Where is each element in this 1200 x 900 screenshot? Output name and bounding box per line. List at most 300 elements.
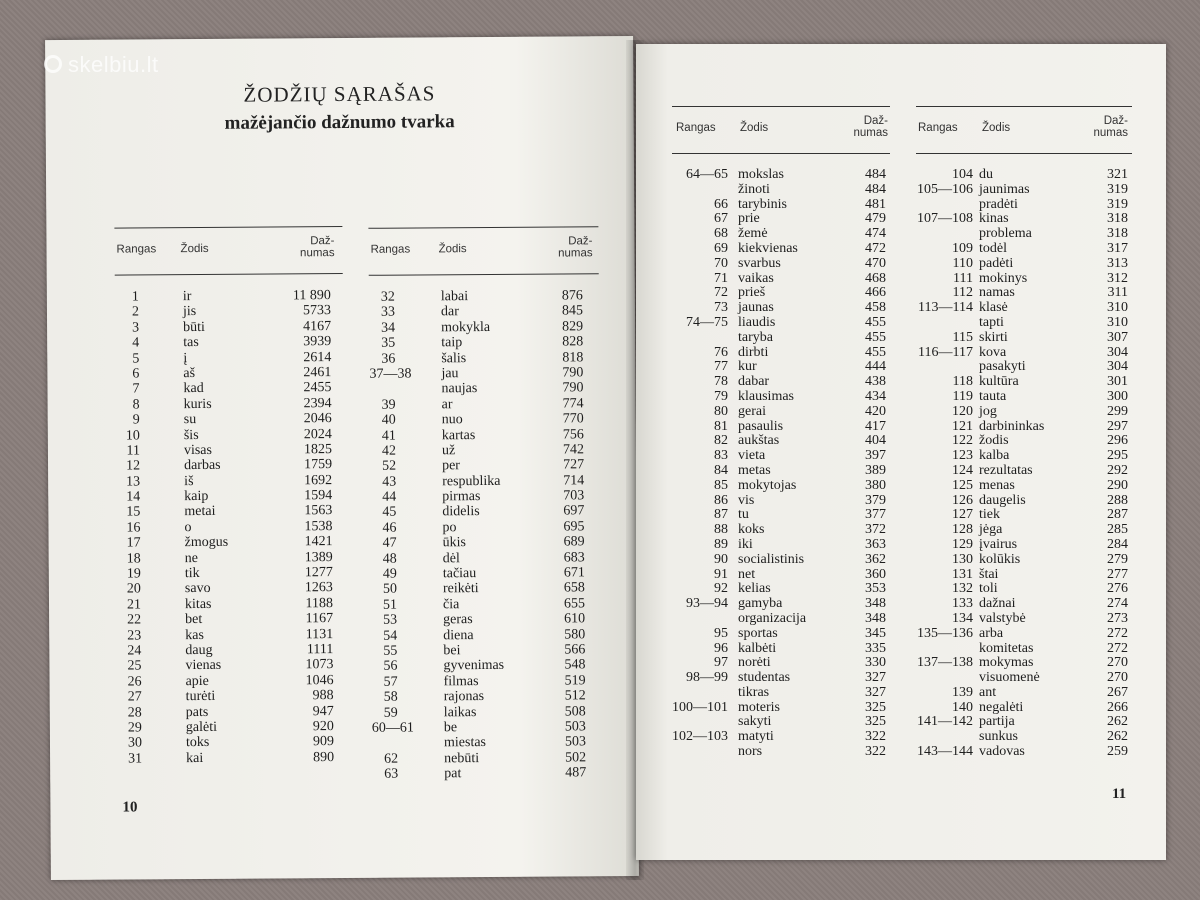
word-cell: mokytojas <box>738 477 797 493</box>
frequency-cell: 270 <box>1107 670 1128 686</box>
table-row <box>672 582 890 597</box>
rank-cell: 19 <box>126 566 141 582</box>
word-cell: savo <box>184 581 211 597</box>
word-table-column <box>368 226 602 782</box>
frequency-cell: 389 <box>865 462 886 478</box>
rank-cell: 100—101 <box>672 699 728 715</box>
word-cell: du <box>979 167 993 182</box>
table-row <box>372 765 602 782</box>
word-cell: vieta <box>738 448 766 464</box>
rank-cell: 86 <box>714 492 728 508</box>
word-cell: miestas <box>443 735 487 751</box>
frequency-cell: 1825 <box>303 441 332 458</box>
frequency-cell: 327 <box>865 684 886 700</box>
table-header <box>368 227 598 275</box>
table-row <box>370 442 600 459</box>
word-cell: padėti <box>979 255 1014 271</box>
rank-cell: 134 <box>952 610 973 626</box>
table-row <box>916 701 1132 716</box>
table-row <box>117 550 345 567</box>
frequency-cell: 287 <box>1107 507 1128 523</box>
frequency-cell: 1046 <box>305 672 334 689</box>
table-row <box>916 346 1132 361</box>
rank-cell: 16 <box>126 520 141 536</box>
word-cell: ir <box>182 289 192 305</box>
table-row <box>369 304 599 321</box>
table-row <box>115 334 343 351</box>
word-cell: nuo <box>441 412 463 428</box>
rank-cell: 36 <box>381 351 396 367</box>
frequency-cell: 266 <box>1107 699 1128 715</box>
rank-cell: 82 <box>714 433 728 449</box>
frequency-cell: 503 <box>564 719 586 735</box>
table-row <box>370 488 600 505</box>
word-cell: kur <box>738 359 757 375</box>
rank-cell: 102—103 <box>672 729 728 745</box>
table-row <box>371 565 601 582</box>
frequency-cell: 1167 <box>305 611 334 627</box>
word-cell: iš <box>184 473 194 489</box>
rank-cell: 137—138 <box>917 655 973 671</box>
rank-cell: 50 <box>382 582 397 598</box>
rank-cell: 81 <box>714 418 728 434</box>
table-row <box>118 673 346 690</box>
table-rule-bottom <box>916 153 1132 154</box>
table-row <box>117 657 345 674</box>
table-row <box>672 627 890 642</box>
rank-cell: 111 <box>953 270 973 286</box>
table-row <box>372 735 602 752</box>
rank-cell: 44 <box>382 489 397 505</box>
rank-cell: 8 <box>132 397 140 413</box>
rank-cell: 78 <box>714 374 728 390</box>
table-row <box>370 411 600 428</box>
word-cell: daugelis <box>979 492 1026 508</box>
frequency-cell: 610 <box>564 611 586 627</box>
header-word: Žodis <box>180 242 209 256</box>
frequency-cell: 319 <box>1107 181 1128 197</box>
rank-cell: 123 <box>952 448 973 464</box>
frequency-cell: 466 <box>865 285 886 301</box>
word-cell: rajonas <box>443 689 485 705</box>
word-cell: menas <box>979 477 1015 493</box>
table-row <box>117 580 345 597</box>
rank-cell: 23 <box>127 627 142 644</box>
frequency-cell: 317 <box>1107 240 1128 256</box>
rank-cell: 24 <box>127 643 142 659</box>
word-cell: aš <box>183 365 196 382</box>
word-cell: būti <box>183 319 205 335</box>
rank-cell: 21 <box>126 597 142 613</box>
word-cell: kelias <box>738 581 771 597</box>
word-cell: klasė <box>979 300 1008 316</box>
rank-cell: 96 <box>714 640 728 656</box>
table-row <box>118 750 346 767</box>
rank-cell: 3 <box>132 320 140 336</box>
word-cell: net <box>738 566 756 582</box>
rank-cell: 49 <box>382 566 397 582</box>
frequency-cell: 580 <box>564 626 586 643</box>
frequency-cell: 307 <box>1107 329 1128 345</box>
table-row <box>672 360 890 375</box>
frequency-cell: 417 <box>865 418 886 434</box>
word-cell: žmogus <box>184 535 229 551</box>
word-cell: taip <box>441 335 463 351</box>
table-row <box>916 656 1132 671</box>
rank-cell: 9 <box>132 412 140 428</box>
rank-cell: 40 <box>381 412 396 428</box>
table-row <box>371 581 601 598</box>
rank-cell: 72 <box>714 285 728 301</box>
word-cell: po <box>442 520 457 536</box>
word-cell: metas <box>738 462 771 478</box>
frequency-cell: 272 <box>1107 625 1128 641</box>
table-row <box>117 642 345 659</box>
table-row <box>371 611 601 628</box>
rank-cell: 76 <box>714 344 728 360</box>
rank-cell: 113—114 <box>918 300 973 316</box>
table-row <box>916 375 1132 390</box>
word-cell: tas <box>183 335 199 351</box>
word-cell: dėl <box>442 550 460 566</box>
frequency-cell: 267 <box>1107 684 1128 700</box>
frequency-cell: 322 <box>865 729 886 745</box>
frequency-cell: 348 <box>865 610 886 626</box>
rank-cell: 11 <box>126 443 140 459</box>
table-row <box>672 538 890 553</box>
word-cell: tačiau <box>442 566 477 582</box>
frequency-cell: 508 <box>564 703 586 719</box>
table-row <box>116 519 344 536</box>
word-cell: filmas <box>443 673 479 690</box>
word-cell: kas <box>185 627 204 643</box>
table-row <box>672 183 890 198</box>
word-cell: tik <box>184 566 200 582</box>
frequency-cell: 273 <box>1107 610 1128 626</box>
word-cell: darbas <box>183 458 221 474</box>
frequency-cell: 335 <box>865 640 886 656</box>
word-cell: ūkis <box>442 535 466 551</box>
rank-cell: 52 <box>382 458 397 475</box>
word-cell: už <box>441 443 456 459</box>
table-row <box>116 457 344 474</box>
header-frequency <box>300 235 335 259</box>
frequency-cell: 472 <box>865 240 886 256</box>
table-row <box>916 434 1132 449</box>
rank-cell: 127 <box>952 507 973 523</box>
frequency-cell: 304 <box>1107 344 1128 360</box>
rank-cell: 67 <box>714 211 728 227</box>
frequency-cell: 714 <box>563 472 585 489</box>
word-table-column <box>114 226 346 767</box>
frequency-cell: 742 <box>562 442 585 458</box>
frequency-cell: 380 <box>865 477 886 493</box>
frequency-cell: 288 <box>1107 492 1128 508</box>
frequency-cell: 790 <box>562 365 584 381</box>
frequency-cell: 325 <box>865 714 886 730</box>
frequency-cell: 1131 <box>305 626 334 642</box>
frequency-cell: 548 <box>564 657 586 673</box>
rank-cell: 119 <box>952 388 973 404</box>
table-row <box>916 568 1132 583</box>
rank-cell: 126 <box>952 492 973 508</box>
table-row <box>369 365 599 382</box>
word-cell: vis <box>738 492 755 508</box>
word-cell: geras <box>443 612 473 628</box>
word-cell: taryba <box>738 329 773 345</box>
table-row <box>672 346 890 361</box>
table-row <box>369 381 599 398</box>
rank-cell: 80 <box>714 403 728 419</box>
page-subtitle: mažėjančio dažnumo tvarka <box>224 111 455 134</box>
frequency-cell: 296 <box>1107 433 1128 449</box>
header-frequency <box>1093 115 1128 139</box>
rank-cell: 25 <box>127 658 142 674</box>
table-body <box>916 168 1132 760</box>
frequency-cell: 519 <box>564 673 586 689</box>
table-row <box>672 375 890 390</box>
rank-cell: 90 <box>714 551 728 567</box>
table-row <box>916 227 1132 242</box>
frequency-cell: 319 <box>1107 196 1128 212</box>
rank-cell: 122 <box>952 433 973 449</box>
table-row <box>116 442 344 459</box>
word-cell: visuomenė <box>979 670 1040 686</box>
frequency-cell: 1073 <box>305 657 334 673</box>
frequency-cell: 285 <box>1107 522 1128 538</box>
word-cell: kitas <box>184 596 212 612</box>
frequency-cell: 774 <box>562 396 584 412</box>
word-cell: daug <box>185 642 213 659</box>
rank-cell: 47 <box>382 535 397 551</box>
table-row <box>916 597 1132 612</box>
frequency-cell: 484 <box>865 181 886 197</box>
frequency-cell: 845 <box>561 303 584 319</box>
word-cell: kai <box>186 750 204 766</box>
table-row <box>672 730 890 745</box>
frequency-cell: 363 <box>865 536 886 552</box>
table-header <box>916 107 1132 153</box>
table-row <box>672 316 890 331</box>
table-row <box>370 457 600 474</box>
rank-cell: 46 <box>382 520 397 536</box>
frequency-cell: 292 <box>1107 462 1128 478</box>
frequency-cell: 1692 <box>304 472 333 488</box>
frequency-cell: 318 <box>1107 226 1128 242</box>
table-row <box>916 582 1132 597</box>
rank-cell: 135—136 <box>917 625 973 641</box>
table-row <box>672 597 890 612</box>
frequency-cell: 277 <box>1107 566 1128 582</box>
frequency-cell: 2614 <box>303 349 332 365</box>
word-cell: laikas <box>443 704 477 720</box>
frequency-cell: 397 <box>865 448 886 464</box>
word-cell: toks <box>185 735 210 751</box>
table-row <box>369 319 599 336</box>
word-cell: tauta <box>979 388 1007 404</box>
header-rank: Rangas <box>676 122 716 134</box>
rank-cell: 60—61 <box>371 720 414 736</box>
frequency-cell: 468 <box>865 270 886 286</box>
header-word: Žodis <box>438 243 467 256</box>
table-row <box>672 286 890 301</box>
word-cell: darbininkas <box>979 418 1045 434</box>
table-row <box>115 350 343 367</box>
table-body <box>369 288 602 782</box>
table-row <box>117 627 345 644</box>
rank-cell: 105—106 <box>917 181 973 197</box>
table-row <box>115 380 343 397</box>
rank-cell: 13 <box>126 474 141 490</box>
frequency-cell: 348 <box>865 596 886 612</box>
table-row <box>116 503 344 520</box>
frequency-cell: 658 <box>563 580 585 596</box>
frequency-cell: 909 <box>312 734 335 750</box>
word-cell: kultūra <box>979 374 1019 390</box>
table-row <box>916 242 1132 257</box>
word-cell: tapti <box>979 314 1004 330</box>
frequency-cell: 325 <box>865 699 886 715</box>
word-cell: bet <box>185 612 203 628</box>
table-row <box>372 688 602 705</box>
rank-cell: 20 <box>126 581 141 597</box>
word-cell: didelis <box>442 504 480 520</box>
frequency-cell: 311 <box>1107 285 1128 301</box>
frequency-cell: 697 <box>563 503 585 519</box>
header-rank: Rangas <box>116 243 157 256</box>
table-header <box>114 227 342 275</box>
frequency-cell: 312 <box>1107 270 1128 286</box>
rank-cell: 18 <box>126 551 141 567</box>
rank-cell: 70 <box>714 255 728 271</box>
rank-cell: 143—144 <box>917 744 973 760</box>
word-cell: ant <box>979 684 997 700</box>
table-row <box>672 479 890 494</box>
table-row <box>371 596 601 613</box>
word-cell: žemė <box>738 226 768 242</box>
rank-cell: 45 <box>382 505 397 521</box>
frequency-cell: 1111 <box>306 642 334 658</box>
header-frequency-line2: numas <box>853 127 888 139</box>
rank-cell: 32 <box>380 289 395 305</box>
word-cell: dar <box>440 304 459 320</box>
word-cell: gerai <box>738 403 766 419</box>
table-body <box>115 288 346 767</box>
rank-cell: 139 <box>952 684 973 700</box>
word-cell: jėga <box>979 522 1003 538</box>
rank-cell: 95 <box>714 625 728 641</box>
word-cell: kuris <box>183 396 212 412</box>
rank-cell: 98—99 <box>686 670 728 686</box>
rank-cell: 26 <box>127 674 142 690</box>
rank-cell: 17 <box>126 535 141 551</box>
word-cell: ar <box>441 396 453 413</box>
table-row <box>916 464 1132 479</box>
table-row <box>116 411 344 428</box>
rank-cell: 66 <box>714 196 728 212</box>
frequency-cell: 304 <box>1107 359 1128 375</box>
table-row <box>916 627 1132 642</box>
rank-cell: 2 <box>131 304 140 320</box>
frequency-cell: 270 <box>1107 655 1128 671</box>
header-frequency <box>558 235 593 259</box>
table-row <box>916 642 1132 657</box>
frequency-cell: 1188 <box>305 595 334 612</box>
frequency-cell: 1263 <box>304 580 333 596</box>
rank-cell: 31 <box>128 751 143 767</box>
header-frequency-line1: Daž- <box>863 115 888 127</box>
table-row <box>672 257 890 272</box>
table-row <box>370 396 600 413</box>
word-cell: nebūti <box>444 750 480 767</box>
table-row <box>916 301 1132 316</box>
frequency-cell: 290 <box>1107 477 1128 493</box>
word-cell: pat <box>444 766 462 782</box>
frequency-cell: 487 <box>565 765 587 781</box>
header-frequency-line2: numas <box>558 247 593 260</box>
rank-cell: 109 <box>952 240 973 256</box>
rank-cell: 68 <box>714 226 728 242</box>
word-cell: dabar <box>738 374 770 390</box>
table-row <box>672 553 890 568</box>
rank-cell: 77 <box>714 359 728 375</box>
rank-cell: 130 <box>952 551 973 567</box>
rank-cell: 41 <box>381 428 396 444</box>
rank-cell: 141—142 <box>917 714 973 730</box>
table-row <box>672 671 890 686</box>
word-cell: visas <box>183 442 212 459</box>
rank-cell: 58 <box>383 689 398 705</box>
table-row <box>369 288 599 305</box>
frequency-cell: 1759 <box>303 457 333 473</box>
rank-cell: 59 <box>383 705 398 721</box>
word-cell: liaudis <box>738 314 776 330</box>
table-row <box>916 494 1132 509</box>
frequency-cell: 360 <box>865 566 886 582</box>
word-cell: reikėti <box>442 581 479 597</box>
rank-cell: 88 <box>714 522 728 538</box>
rank-cell: 121 <box>952 418 973 434</box>
frequency-cell: 379 <box>865 492 886 508</box>
table-row <box>672 301 890 316</box>
frequency-cell: 455 <box>865 344 886 360</box>
word-cell: su <box>183 412 197 428</box>
word-cell: organizacija <box>738 610 807 626</box>
rank-cell: 73 <box>714 300 728 316</box>
rank-cell: 54 <box>383 628 398 644</box>
table-row <box>369 334 599 351</box>
word-cell: respublika <box>442 473 501 489</box>
table-row <box>370 504 600 521</box>
table-row <box>672 612 890 627</box>
table-row <box>672 568 890 583</box>
frequency-cell: 11 890 <box>292 288 331 304</box>
table-row <box>672 494 890 509</box>
table-row <box>672 701 890 716</box>
rank-cell: 89 <box>714 536 728 552</box>
table-row <box>371 642 601 659</box>
table-row <box>371 534 601 551</box>
rank-cell: 129 <box>952 536 973 552</box>
table-row <box>672 523 890 538</box>
rank-cell: 29 <box>127 720 142 736</box>
table-row <box>115 365 343 382</box>
frequency-cell: 372 <box>865 522 886 538</box>
word-cell: kaip <box>184 489 209 505</box>
table-row <box>672 434 890 449</box>
rank-cell: 79 <box>714 388 728 404</box>
table-row <box>672 656 890 671</box>
